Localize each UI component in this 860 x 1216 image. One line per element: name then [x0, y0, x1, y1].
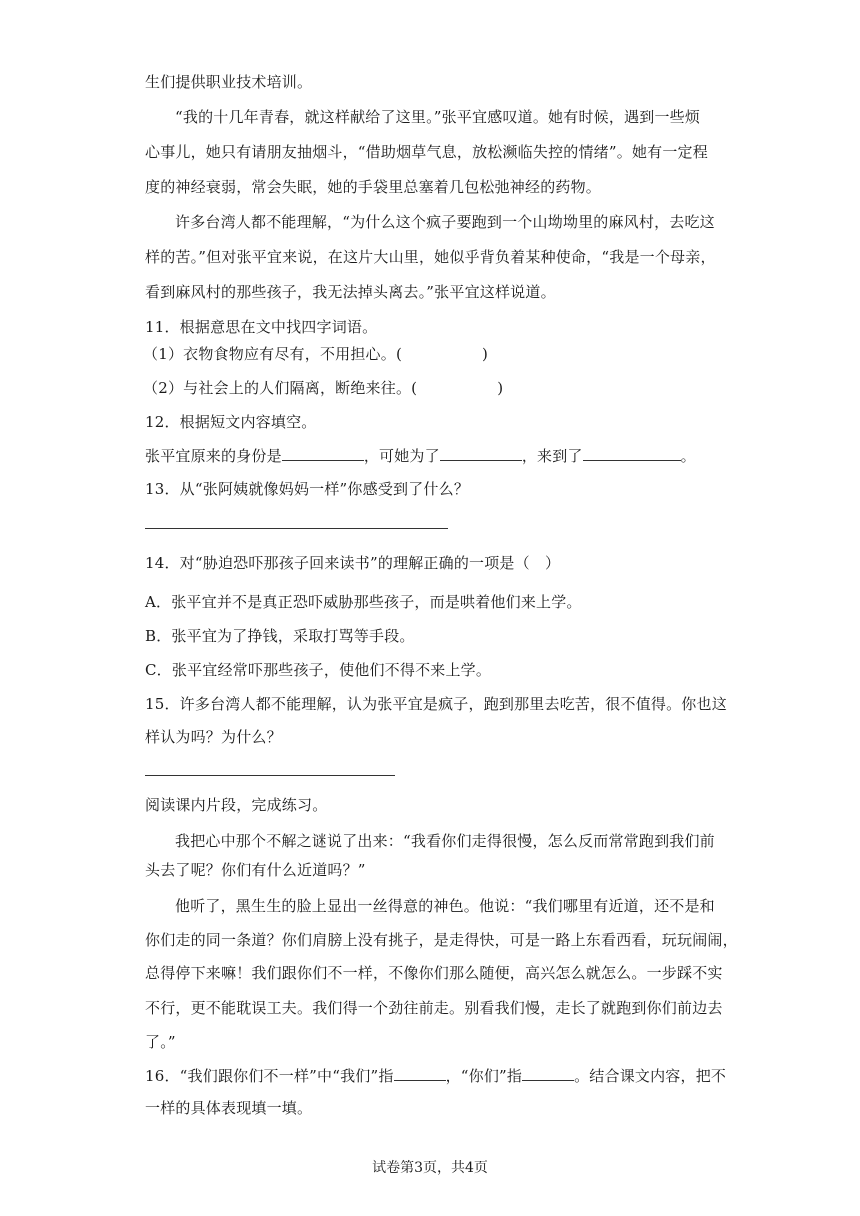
question-12-text: ，可她为了	[363, 447, 440, 465]
question-16-line-1	[145, 1066, 725, 1086]
question-16-line-2: 一样的具体表现填一填。	[145, 1099, 313, 1117]
passage-line: 度的神经衰弱，常会失眠，她的手袋里总塞着几包松弛神经的药物。	[145, 178, 602, 196]
page-footer: 试卷第3页，共4页	[372, 1160, 488, 1176]
passage-line: 看到麻风村的那些孩子，我无法掉头离去。”张平宜这样说道。	[145, 283, 556, 301]
answer-line[interactable]	[145, 528, 448, 529]
passage-line: 我把心中那个不解之谜说了出来：“我看你们走得很慢，怎么反而常常跑到我们前	[175, 832, 715, 850]
passage-line: 你们走的同一条道？你们肩膀上没有挑子，是走得快，可是一路上东看西看，玩玩闹闹，	[145, 931, 738, 949]
close-paren: )	[497, 379, 504, 397]
question-16-text: 。结合课文内容，把不	[574, 1067, 727, 1085]
passage-line: 头去了呢？你们有什么近道吗？”	[145, 861, 366, 879]
question-12-text: 张平宜原来的身份是	[145, 447, 282, 465]
option-b[interactable]: B．张平宜为了挣钱，采取打骂等手段。	[145, 627, 415, 645]
answer-line[interactable]	[145, 775, 395, 776]
question-13-stem: 13．从“张阿姨就像妈妈一样”你感受到了什么？	[145, 480, 470, 498]
question-12-text: ，来到了	[521, 447, 583, 465]
answer-blank[interactable]	[583, 446, 681, 461]
passage-line: 许多台湾人都不能理解，“为什么这个疯子要跑到一个山坳坳里的麻风村，去吃这	[175, 213, 715, 231]
question-11-item-1	[143, 344, 723, 364]
question-16-text: 16．“我们跟你们不一样”中“我们”指	[145, 1067, 394, 1085]
option-c[interactable]: C．张平宜经常吓那些孩子，使他们不得不来上学。	[145, 661, 492, 679]
passage-line: 心事儿，她只有请朋友抽烟斗，“借助烟草气息，放松濒临失控的情绪”。她有一定程	[145, 143, 708, 161]
question-11-item-2	[143, 378, 723, 398]
question-15-stem-line-2: 样认为吗？为什么？	[145, 728, 282, 746]
passage-line: 样的苦。”但对张平宜来说，在这片大山里，她似乎背负着某种使命，“我是一个母亲，	[145, 248, 716, 266]
question-14-stem: 14．对“胁迫恐吓那孩子回来读书”的理解正确的一项是（ ）	[145, 554, 561, 572]
passage-line: 他听了，黑生生的脸上显出一丝得意的神色。他说：“我们哪里有近道，还不是和	[175, 897, 715, 915]
answer-blank[interactable]	[522, 1066, 574, 1081]
question-11-stem: 11．根据意思在文中找四字词语。	[145, 318, 378, 336]
option-a[interactable]: A．张平宜并不是真正恐吓威胁那些孩子，而是哄着他们来上学。	[145, 593, 582, 611]
answer-blank[interactable]	[440, 446, 522, 461]
answer-blank[interactable]	[394, 1066, 446, 1081]
question-11-item-2-text: （2）与社会上的人们隔离，断绝来往。(	[143, 379, 418, 397]
section-intro: 阅读课内片段，完成练习。	[145, 796, 328, 814]
question-12-fill	[145, 446, 725, 466]
passage-line: 总得停下来嘛！我们跟你们不一样，不像你们那么随便，高兴怎么就怎么。一步踩不实	[145, 964, 723, 982]
question-12-text: 。	[680, 447, 696, 465]
question-16-text: ，“你们”指	[445, 1067, 523, 1085]
passage-line: 生们提供职业技术培训。	[145, 73, 313, 91]
question-12-stem: 12．根据短文内容填空。	[145, 413, 317, 431]
question-11-item-1-text: （1）衣物食物应有尽有，不用担心。(	[143, 345, 402, 363]
question-15-stem-line-1: 15．许多台湾人都不能理解，认为张平宜是疯子，跑到那里去吃苦，很不值得。你也这	[145, 695, 727, 713]
passage-line: 了。”	[145, 1033, 176, 1051]
close-paren: )	[482, 345, 489, 363]
answer-blank[interactable]	[282, 446, 364, 461]
passage-line: “我的十几年青春，就这样献给了这里。”张平宜感叹道。她有时候，遇到一些烦	[175, 108, 701, 126]
passage-line: 不行，更不能耽误工夫。我们得一个劲往前走。别看我们慢，走长了就跑到你们前边去	[145, 999, 723, 1017]
